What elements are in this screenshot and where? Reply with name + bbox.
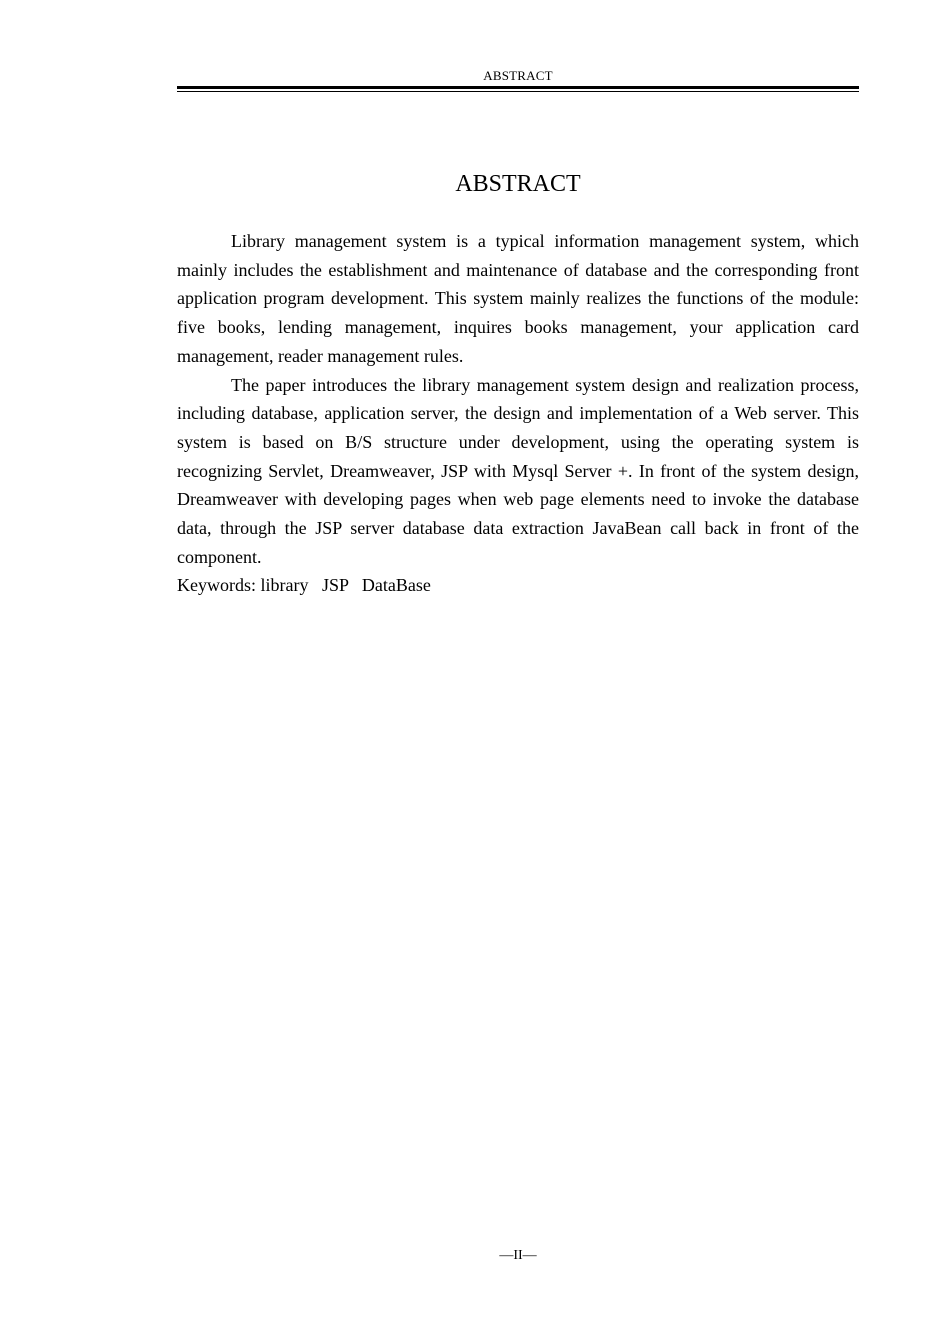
abstract-paragraph-1: Library management system is a typical information management system, which mainly includes the establishment and maintenance of database and the corresponding front application program development. This system mainly realizes the functions of the module: five books, lending management, inquires books management, your application card management, reader management rules. — [177, 231, 859, 366]
header-rule-thin — [177, 91, 859, 92]
keyword-2: JSP — [321, 575, 349, 596]
keywords-line — [177, 571, 859, 600]
abstract-body — [177, 227, 859, 600]
keywords-label: Keywords: — [177, 575, 261, 596]
running-header: ABSTRACT — [483, 68, 553, 83]
keyword-1: library — [260, 575, 309, 596]
keyword-3: DataBase — [361, 575, 431, 596]
header-rule-thick — [177, 86, 859, 89]
abstract-paragraph-2: The paper introduces the library management system design and realization process, including database, application server, the design and implementation of a Web server. This system is based on B/S structure under development, using the operating system is recognizing Servlet, Dreamweaver, JSP with Mysql Server +. In front of the system design, Dreamweaver with developing pages when web page elements need to invoke the database data, through the JSP server database data extraction JavaBean call back in front of the component. — [177, 374, 859, 567]
page-number: —II— — [499, 1248, 537, 1263]
page-title: ABSTRACT — [455, 171, 581, 197]
